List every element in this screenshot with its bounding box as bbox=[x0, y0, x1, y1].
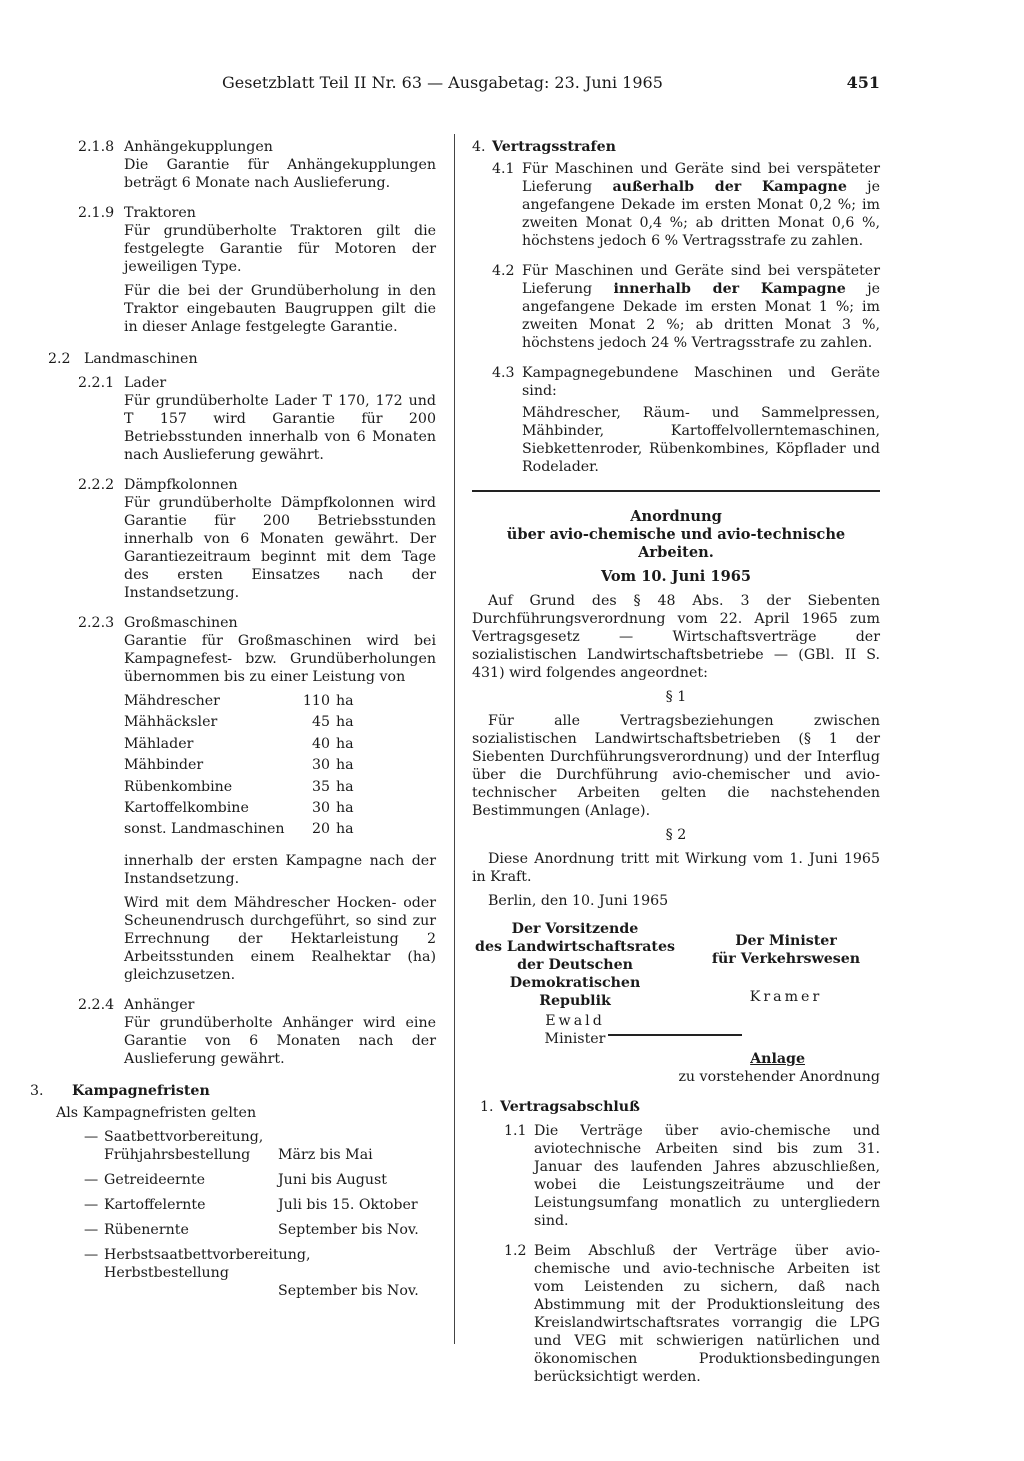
section-body: Die Garantie für Anhängekupplungen beträgt 6 Monate nach Auslieferung. bbox=[124, 157, 436, 191]
signatory-name: Kramer bbox=[749, 989, 823, 1005]
section-4-1 bbox=[472, 160, 880, 250]
emphasis: außerhalb der Kampagne bbox=[612, 179, 847, 195]
dash: — bbox=[84, 1246, 99, 1263]
section-title: Kampagnefristen bbox=[72, 1082, 210, 1099]
signature-left bbox=[472, 920, 678, 1048]
table-row bbox=[124, 799, 354, 820]
unit: ha bbox=[336, 735, 354, 752]
page-header bbox=[190, 74, 880, 98]
decree-subtitle: über avio-chemische und avio-technische Arbeiten. bbox=[506, 526, 846, 561]
section-body: Für grundüberholte Lader T 170, 172 und T 157 wird Garantie für 200 Betriebsstunden innerhalb von 6 Monaten nach Auslieferung gewährt. bbox=[124, 393, 436, 463]
period: März bis Mai bbox=[278, 1146, 373, 1163]
text: je angefangene Dekade im ersten Monat 0,2 %; im zweiten Monat 0,4 %; ab dritten Monat 0,6 %, höchstens jedoch 6 % Vertragsstrafe zu zahlen. bbox=[522, 179, 880, 249]
list-item bbox=[44, 1246, 436, 1300]
period: September bis Nov. bbox=[278, 1282, 419, 1299]
hectare-value: 30 bbox=[311, 799, 330, 816]
dash: — bbox=[84, 1128, 99, 1145]
table-row bbox=[124, 756, 354, 777]
machine-name: sonst. Landmaschinen bbox=[124, 821, 285, 838]
emphasis: innerhalb der Kampagne bbox=[613, 281, 846, 297]
page-number: 451 bbox=[846, 73, 880, 92]
section-title: Vertragsabschluß bbox=[500, 1099, 640, 1115]
unit: ha bbox=[336, 714, 354, 731]
unit: ha bbox=[336, 799, 354, 816]
section-number: 2.2.1 bbox=[78, 375, 115, 391]
section-body bbox=[472, 262, 880, 352]
hectare-value: 110 bbox=[302, 693, 330, 709]
activity: Getreideernte bbox=[104, 1171, 206, 1188]
section-2-2-4 bbox=[44, 996, 436, 1068]
section-4 bbox=[472, 138, 880, 156]
list-item bbox=[44, 1196, 436, 1214]
signatory-title: Der Minister bbox=[735, 933, 837, 949]
hectare-value: 20 bbox=[311, 821, 330, 838]
signatory-title: der Deutschen bbox=[517, 957, 633, 973]
section-number: 1.1 bbox=[504, 1123, 527, 1139]
hectare-value: 30 bbox=[311, 757, 330, 774]
section-2-1-9 bbox=[44, 204, 436, 336]
signatory-title: für Verkehrswesen bbox=[711, 951, 861, 967]
campaign-period-list bbox=[44, 1128, 436, 1300]
section-body: Für grundüberholte Dämpfkolonnen wird Garantie für 200 Betriebsstunden innerhalb von 6 Monaten gewährt. Der Garantiezeitraum beginnt mit dem Tage des ersten Einsatzes nach der Instandsetzung. bbox=[124, 495, 436, 601]
paragraph-label: § 2 bbox=[665, 827, 687, 843]
dash: — bbox=[84, 1196, 99, 1213]
signatory-name: Ewald bbox=[545, 1013, 605, 1029]
signature-block bbox=[472, 920, 880, 1047]
annex-section-1-1 bbox=[472, 1122, 880, 1230]
section-title: Großmaschinen bbox=[124, 615, 238, 631]
section-number: 2.2.2 bbox=[78, 477, 115, 493]
section-body: Kampagnegebundene Maschinen und Geräte sind: bbox=[522, 365, 880, 399]
table-row bbox=[124, 692, 354, 713]
decree-title: Anordnung bbox=[630, 508, 722, 525]
machine-name: Mählader bbox=[124, 735, 194, 752]
list-item bbox=[44, 1221, 436, 1239]
signatory-title: des Landwirtschaftsrates bbox=[475, 939, 675, 955]
section-number: 2.2.4 bbox=[78, 996, 115, 1013]
text: Für Maschinen und Geräte sind bei verspäteter Lieferung bbox=[522, 263, 880, 297]
section-number: 4.3 bbox=[492, 365, 515, 381]
section-2-2-1 bbox=[44, 374, 436, 464]
signatory-role: Minister bbox=[544, 1031, 606, 1047]
period: Juli bis 15. Oktober bbox=[278, 1196, 418, 1213]
period: September bis Nov. bbox=[278, 1221, 419, 1238]
signature-right bbox=[692, 932, 880, 1006]
annex-title: Anlage bbox=[750, 1051, 805, 1067]
machine-name: Mähdrescher bbox=[124, 693, 220, 709]
section-title: Dämpfkolonnen bbox=[124, 477, 238, 493]
annex-section-1 bbox=[472, 1098, 880, 1116]
section-body: Für grundüberholte Anhänger wird eine Garantie von 6 Monaten nach der Auslieferung gewährt. bbox=[124, 1014, 436, 1067]
section-number: 2.1.8 bbox=[78, 139, 115, 155]
section-number: 3. bbox=[30, 1082, 44, 1099]
paragraph-label: § 1 bbox=[665, 689, 687, 705]
decree-preamble: Auf Grund des § 48 Abs. 3 der Siebenten Durchführungsverordnung vom 22. April 1965 zum Vertragsgesetz — Wirtschaftsverträge der sozialistischen Landwirtschaftsbetriebe — (GBl. II S. 431) wird folgendes angeordnet: bbox=[472, 593, 880, 681]
section-number: 1. bbox=[480, 1099, 494, 1115]
section-title: Traktoren bbox=[124, 205, 196, 221]
section-rule bbox=[472, 490, 880, 492]
table-row bbox=[124, 778, 354, 799]
section-number: 2.2.3 bbox=[78, 615, 115, 631]
list-item bbox=[44, 1171, 436, 1189]
activity: Herbstsaatbettvorbereitung, Herbstbestellung bbox=[104, 1246, 311, 1281]
section-title: Lader bbox=[124, 375, 167, 391]
paragraph-body: Diese Anordnung tritt mit Wirkung vom 1. Juni 1965 in Kraft. bbox=[472, 851, 880, 885]
section-4-3 bbox=[472, 364, 880, 476]
unit: ha bbox=[336, 821, 354, 838]
section-body: Mähdrescher, Räum- und Sammelpressen, Mähbinder, Kartoffelvollerntemaschinen, Siebkettenroder, Rübenkombines, Köpflader und Rodelader. bbox=[522, 405, 880, 475]
section-number: 4.2 bbox=[492, 263, 515, 279]
section-title: Anhänger bbox=[124, 996, 195, 1013]
activity: Saatbettvorbereitung, Frühjahrsbestellung bbox=[104, 1128, 264, 1163]
decree-date: Vom 10. Juni 1965 bbox=[600, 568, 752, 585]
section-2-2 bbox=[44, 350, 436, 368]
period: Juni bis August bbox=[278, 1171, 388, 1188]
activity: Rübenernte bbox=[104, 1221, 189, 1238]
machine-name: Mähbinder bbox=[124, 757, 204, 774]
activity: Kartoffelernte bbox=[104, 1196, 206, 1213]
left-column bbox=[30, 138, 436, 1307]
section-3 bbox=[30, 1082, 436, 1300]
table-row bbox=[124, 713, 354, 734]
list-item bbox=[44, 1128, 436, 1164]
text: Für Maschinen und Geräte sind bei verspäteter Lieferung bbox=[522, 161, 880, 195]
table-row bbox=[124, 820, 354, 841]
section-number: 4. bbox=[472, 139, 486, 155]
section-body: Beim Abschluß der Verträge über avio-chemische und avio-technische Arbeiten ist vom Leistenden zu sichern, daß nach Abstimmung mit der Produktionsleitung des Kreislandwirtschaftsrates vorrangig die LPG und VEG mit schwierigen natürlichen und ökonomischen Produktionsbedingungen berücksichtigt werden. bbox=[534, 1243, 880, 1385]
column-divider bbox=[454, 134, 455, 1344]
table-row bbox=[124, 735, 354, 756]
capacity-table bbox=[124, 692, 354, 842]
section-body bbox=[472, 160, 880, 250]
unit: ha bbox=[336, 693, 354, 709]
annex-subtitle: zu vorstehender Anordnung bbox=[678, 1069, 880, 1085]
section-4-2 bbox=[472, 262, 880, 352]
hectare-value: 45 bbox=[311, 714, 330, 731]
paragraph-body: Für alle Vertragsbeziehungen zwischen sozialistischen Landwirtschaftsbetrieben (§ 1 der Siebenten Durchführungsverordnung) und der Interflug über die Durchführung avio-chemischer und avio-technischer Arbeiten gelten die nachstehenden Bestimmungen (Anlage). bbox=[472, 713, 880, 819]
dash: — bbox=[84, 1221, 99, 1238]
running-head: Gesetzblatt Teil II Nr. 63 — Ausgabetag: 23. Juni 1965 bbox=[222, 73, 663, 92]
section-title: Anhängekupplungen bbox=[124, 139, 273, 155]
unit: ha bbox=[336, 757, 354, 774]
signatory-title: Demokratischen Republik bbox=[509, 975, 641, 1009]
section-paragraph: innerhalb der ersten Kampagne nach der Instandsetzung. bbox=[124, 852, 436, 887]
place-date: Berlin, den 10. Juni 1965 bbox=[488, 893, 669, 909]
section-number: 2.1.9 bbox=[78, 205, 115, 221]
section-number: 1.2 bbox=[504, 1243, 527, 1259]
section-body: Die Verträge über avio-chemische und aviotechnische Arbeiten sind bis zum 31. Januar des laufenden Jahres abzuschließen, wobei die Leistungszeiträume und der Leistungsumfang monatlich zu untergliedern sind. bbox=[534, 1123, 880, 1229]
text: je angefangene Dekade im ersten Monat 1 %; im zweiten Monat 2 %; ab dritten Monat 3 %, höchstens jedoch 24 % Vertragsstrafe zu zahlen. bbox=[522, 281, 881, 351]
dash: — bbox=[84, 1171, 99, 1188]
section-number: 4.1 bbox=[492, 161, 515, 177]
signatory-title: Der Vorsitzende bbox=[511, 921, 639, 937]
section-body: Garantie für Großmaschinen wird bei Kampagnefest- bzw. Grundüberholungen übernommen bis zu einer Leistung von bbox=[124, 633, 436, 685]
annex-section-1-2 bbox=[472, 1242, 880, 1386]
section-paragraph: Wird mit dem Mähdrescher Hocken- oder Scheunendrusch durchgeführt, so sind zur Errechnung der Hektarleistung 2 Arbeitsstunden einem Realhektar (ha) gleichzusetzen. bbox=[124, 894, 436, 983]
section-2-2-2 bbox=[44, 476, 436, 602]
section-title: Landmaschinen bbox=[84, 351, 198, 367]
section-number: 2.2 bbox=[48, 351, 71, 367]
machine-name: Rübenkombine bbox=[124, 778, 233, 795]
section-2-2-3 bbox=[44, 614, 436, 984]
unit: ha bbox=[336, 778, 354, 795]
section-title: Vertragsstrafen bbox=[492, 139, 616, 155]
section-paragraph: Für grundüberholte Traktoren gilt die festgelegte Garantie für Motoren der jeweiligen Type. bbox=[124, 223, 436, 275]
section-paragraph: Für die bei der Grundüberholung in den Traktor eingebauten Baugruppen gilt die in dieser Anlage festgelegte Garantie. bbox=[124, 283, 436, 335]
machine-name: Mähhäcksler bbox=[124, 714, 218, 731]
hectare-value: 40 bbox=[311, 735, 330, 752]
section-2-1-8 bbox=[44, 138, 436, 192]
right-column bbox=[472, 138, 880, 1398]
section-intro: Als Kampagnefristen gelten bbox=[56, 1104, 257, 1121]
hectare-value: 35 bbox=[311, 778, 330, 795]
machine-name: Kartoffelkombine bbox=[124, 799, 249, 816]
